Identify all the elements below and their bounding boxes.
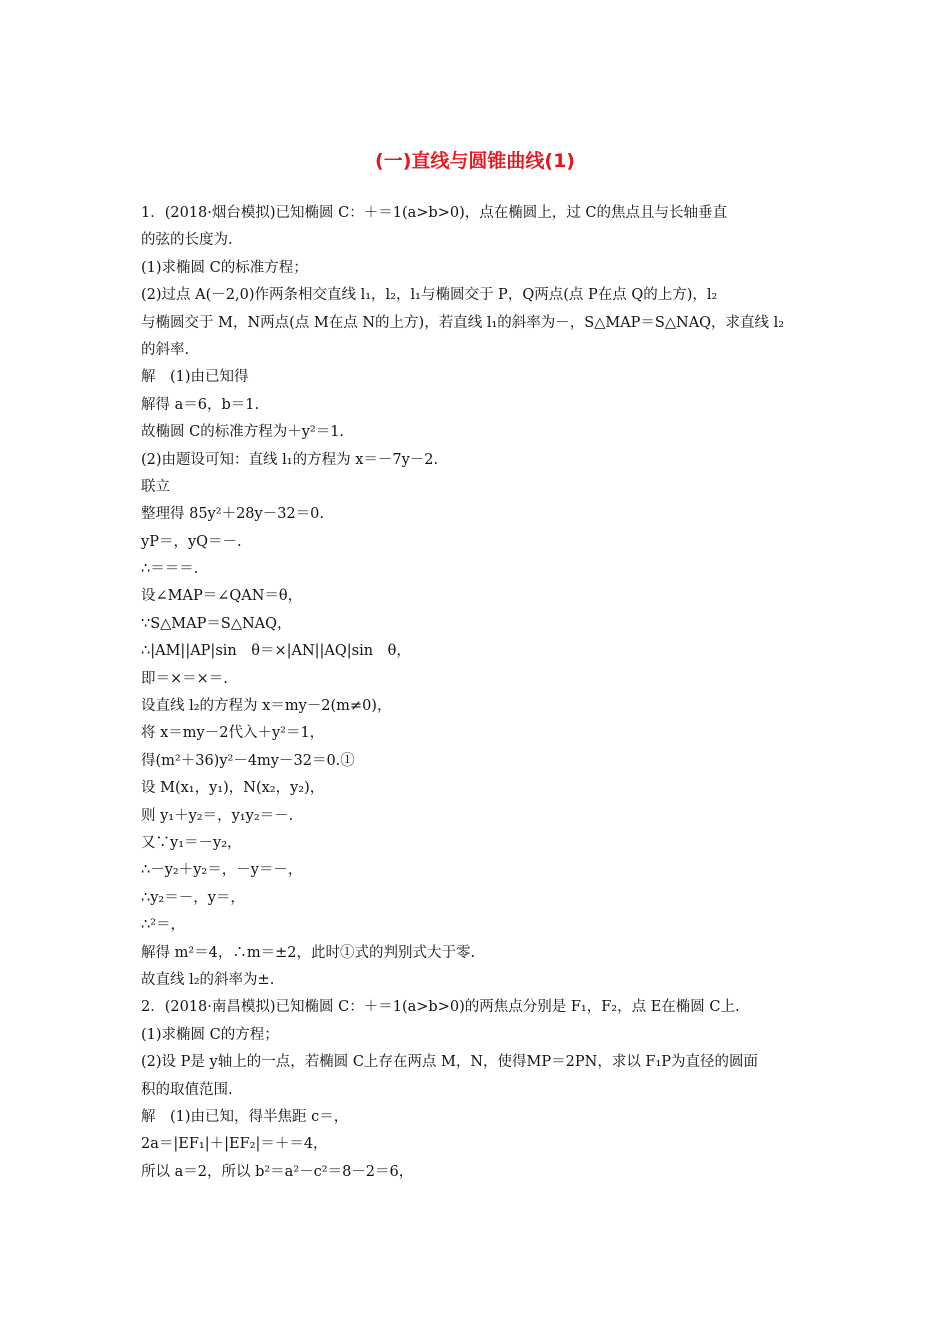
text-line: ∴＝＝＝. xyxy=(141,561,199,578)
text-line: yP＝，yQ＝－. xyxy=(141,533,242,550)
text-line: 2a＝|EF₁|＋|EF₂|＝＋＝4， xyxy=(141,1136,328,1153)
text-line: 设直线 l₂的方程为 x＝my－2(m≠0)， xyxy=(141,698,392,715)
text-line: ∴|AM||AP|sin θ＝×|AN||AQ|sin θ， xyxy=(141,643,411,660)
text-line: 则 y₁＋y₂＝，y₁y₂＝－. xyxy=(141,807,294,824)
text-line: ∵S△MAP＝S△NAQ， xyxy=(141,615,292,632)
text-line: 解 (1)由已知，得半焦距 c＝， xyxy=(141,1108,349,1125)
text-line: 的斜率. xyxy=(141,341,190,358)
text-line: 将 x＝my－2代入＋y²＝1， xyxy=(141,725,325,742)
text-line: 2．(2018·南昌模拟)已知椭圆 C：＋＝1(a>b>0)的两焦点分别是 F₁，F₂，点 E在椭圆 C上. xyxy=(141,999,740,1016)
text-line: 与椭圆交于 M，N两点(点 M在点 N的上方)，若直线 l₁的斜率为－，S△MAP＝S△NAQ，求直线 l₂ xyxy=(141,314,785,331)
text-line: 所以 a＝2，所以 b²＝a²－c²＝8－2＝6， xyxy=(141,1163,414,1180)
text-line: 联立 xyxy=(141,478,170,495)
text-line: (1)求椭圆 C的标准方程； xyxy=(141,259,308,276)
text-line: (1)求椭圆 C的方程； xyxy=(141,1026,279,1043)
text-line: ∴²＝， xyxy=(141,917,186,934)
text-line: (2)设 P是 y轴上的一点，若椭圆 C上存在两点 M，N，使得MP＝2PN，求以 F₁P为直径的圆面 xyxy=(141,1054,759,1071)
text-line: 故椭圆 C的标准方程为＋y²＝1. xyxy=(141,424,345,441)
text-line: 故直线 l₂的斜率为±. xyxy=(141,971,275,988)
text-line: 设∠MAP＝∠QAN＝θ， xyxy=(141,588,303,605)
text-line: 又∵y₁＝－y₂， xyxy=(141,834,242,851)
text-line: 即＝×＝×＝. xyxy=(141,670,228,687)
text-line: 得(m²＋36)y²－4my－32＝0.① xyxy=(141,752,355,769)
text-line: (2)过点 A(－2,0)作两条相交直线 l₁，l₂，l₁与椭圆交于 P，Q两点(点 P在点 Q的上方)，l₂ xyxy=(141,287,718,304)
text-line: 的弦的长度为. xyxy=(141,232,233,249)
text-line: 解得 a＝6，b＝1. xyxy=(141,396,260,413)
text-line: 设 M(x₁，y₁)，N(x₂，y₂)， xyxy=(141,780,325,797)
document-title: (一)直线与圆锥曲线(1) xyxy=(375,150,575,172)
text-line: 解 (1)由已知得 xyxy=(141,369,249,386)
text-line: (2)由题设可知：直线 l₁的方程为 x＝－7y－2. xyxy=(141,451,439,468)
document-body xyxy=(141,200,821,1186)
text-line: 整理得 85y²＋28y－32＝0. xyxy=(141,506,324,523)
text-line: 解得 m²＝4，∴m＝±2，此时①式的判别式大于零. xyxy=(141,944,476,961)
text-line: 积的取值范围. xyxy=(141,1081,233,1098)
text-line: ∴y₂＝－，y＝， xyxy=(141,889,245,906)
text-line: ∴－y₂＋y₂＝，－y＝－， xyxy=(141,862,303,879)
text-line: 1．(2018·烟台模拟)已知椭圆 C：＋＝1(a>b>0)，点在椭圆上，过 C的焦点且与长轴垂直 xyxy=(141,205,727,221)
